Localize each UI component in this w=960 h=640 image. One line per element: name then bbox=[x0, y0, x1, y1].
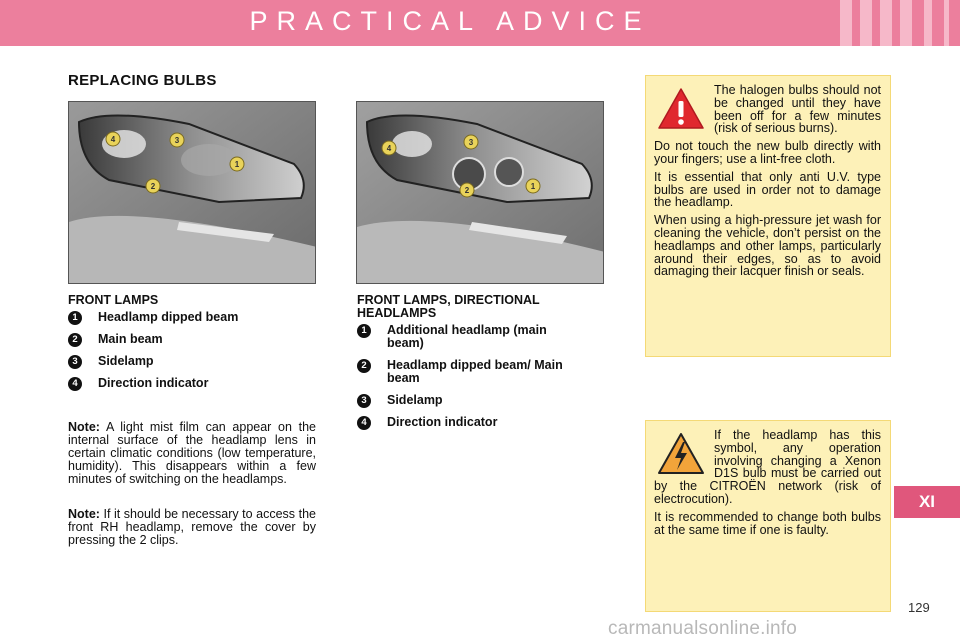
page-header bbox=[0, 0, 960, 46]
directional-label: Sidelamp bbox=[387, 393, 443, 407]
front-lamps-title: FRONT LAMPS bbox=[68, 293, 159, 307]
svg-text:4: 4 bbox=[110, 135, 116, 144]
front-lamp-item-2 bbox=[68, 333, 318, 347]
warning-paragraph: When using a high-pressure jet wash for cleaning the vehicle, don’t persist on the headlamps and other lamps, particularly around their edges, so as to avoid damaging their lacquer finish or seals. bbox=[654, 213, 881, 279]
header-stripes bbox=[830, 0, 960, 46]
number-badge-2: 2 bbox=[68, 333, 82, 347]
svg-text:2: 2 bbox=[150, 182, 156, 191]
svg-text:3: 3 bbox=[468, 138, 474, 147]
front-lamp-label: Sidelamp bbox=[98, 354, 154, 368]
note-text: If it should be necessary to access the front RH headlamp, remove the cover by pressing the 2 clips. bbox=[68, 507, 316, 547]
front-lamp-item-1 bbox=[68, 311, 318, 325]
front-lamp-item-4 bbox=[68, 377, 318, 391]
note-label: Note: bbox=[68, 420, 100, 434]
lightning-icon bbox=[656, 431, 706, 477]
svg-text:2: 2 bbox=[464, 186, 470, 195]
front-lamp-item-3 bbox=[68, 355, 318, 369]
number-badge-4: 4 bbox=[357, 416, 371, 430]
chapter-tab[interactable]: XI bbox=[894, 486, 960, 518]
warning-paragraph: Do not touch the new bulb directly with your fingers; use a lint-free cloth. bbox=[654, 139, 881, 166]
directional-item-3 bbox=[357, 394, 597, 408]
front-lamp-label: Main beam bbox=[98, 332, 163, 346]
note-cover bbox=[68, 508, 316, 547]
front-lamp-label: Direction indicator bbox=[98, 376, 209, 390]
directional-item-4 bbox=[357, 416, 597, 430]
directional-label: Direction indicator bbox=[387, 415, 498, 429]
svg-text:1: 1 bbox=[234, 160, 240, 169]
number-badge-4: 4 bbox=[68, 377, 82, 391]
exclamation-icon bbox=[656, 86, 706, 132]
warning-paragraph: It is essential that only anti U.V. type bulbs are used in order not to damage the headlamp. bbox=[654, 169, 881, 210]
page-title: PRACTICAL ADVICE bbox=[249, 6, 651, 36]
number-badge-3: 3 bbox=[68, 355, 82, 369]
directional-label: Additional headlamp (main beam) bbox=[387, 323, 547, 350]
warning-paragraph: The halogen bulbs should not be changed until they have been off for a few minutes (risk of serious burns). bbox=[714, 83, 881, 136]
electric-paragraph: It is recommended to change both bulbs at the same time if one is faulty. bbox=[654, 509, 881, 537]
svg-text:3: 3 bbox=[174, 136, 180, 145]
directional-item-2 bbox=[357, 359, 597, 385]
directional-item-1 bbox=[357, 324, 597, 350]
note-label: Note: bbox=[68, 507, 100, 521]
front-lamp-label: Headlamp dipped beam bbox=[98, 310, 239, 324]
directional-headlamp-photo bbox=[356, 101, 604, 284]
directional-lamps-title: FRONT LAMPS, DIRECTIONAL HEADLAMPS bbox=[357, 293, 540, 320]
number-badge-2: 2 bbox=[357, 359, 371, 373]
page-number: 129 bbox=[908, 600, 930, 615]
headlamp-photo bbox=[68, 101, 316, 284]
electric-warning-box bbox=[645, 420, 891, 612]
number-badge-1: 1 bbox=[357, 324, 371, 338]
note-text: A light mist film can appear on the internal surface of the headlamp lens in certain climatic conditions (low temperature, humidity). This disappears within a few minutes of switching on the headlamps. bbox=[68, 420, 316, 486]
note-mist bbox=[68, 421, 316, 486]
watermark: carmanualsonline.info bbox=[608, 618, 798, 639]
number-badge-1: 1 bbox=[68, 311, 82, 325]
svg-text:4: 4 bbox=[386, 144, 392, 153]
number-badge-3: 3 bbox=[357, 394, 371, 408]
warning-box bbox=[645, 75, 891, 357]
svg-text:1: 1 bbox=[530, 182, 536, 191]
directional-label: Headlamp dipped beam/ Main beam bbox=[387, 358, 563, 385]
electric-paragraph: If the headlamp has this symbol, any operation involving changing a Xenon D1S bulb must be carried out by the CITROËN network (risk of electrocution). bbox=[654, 428, 881, 506]
section-title: REPLACING BULBS bbox=[68, 72, 217, 89]
